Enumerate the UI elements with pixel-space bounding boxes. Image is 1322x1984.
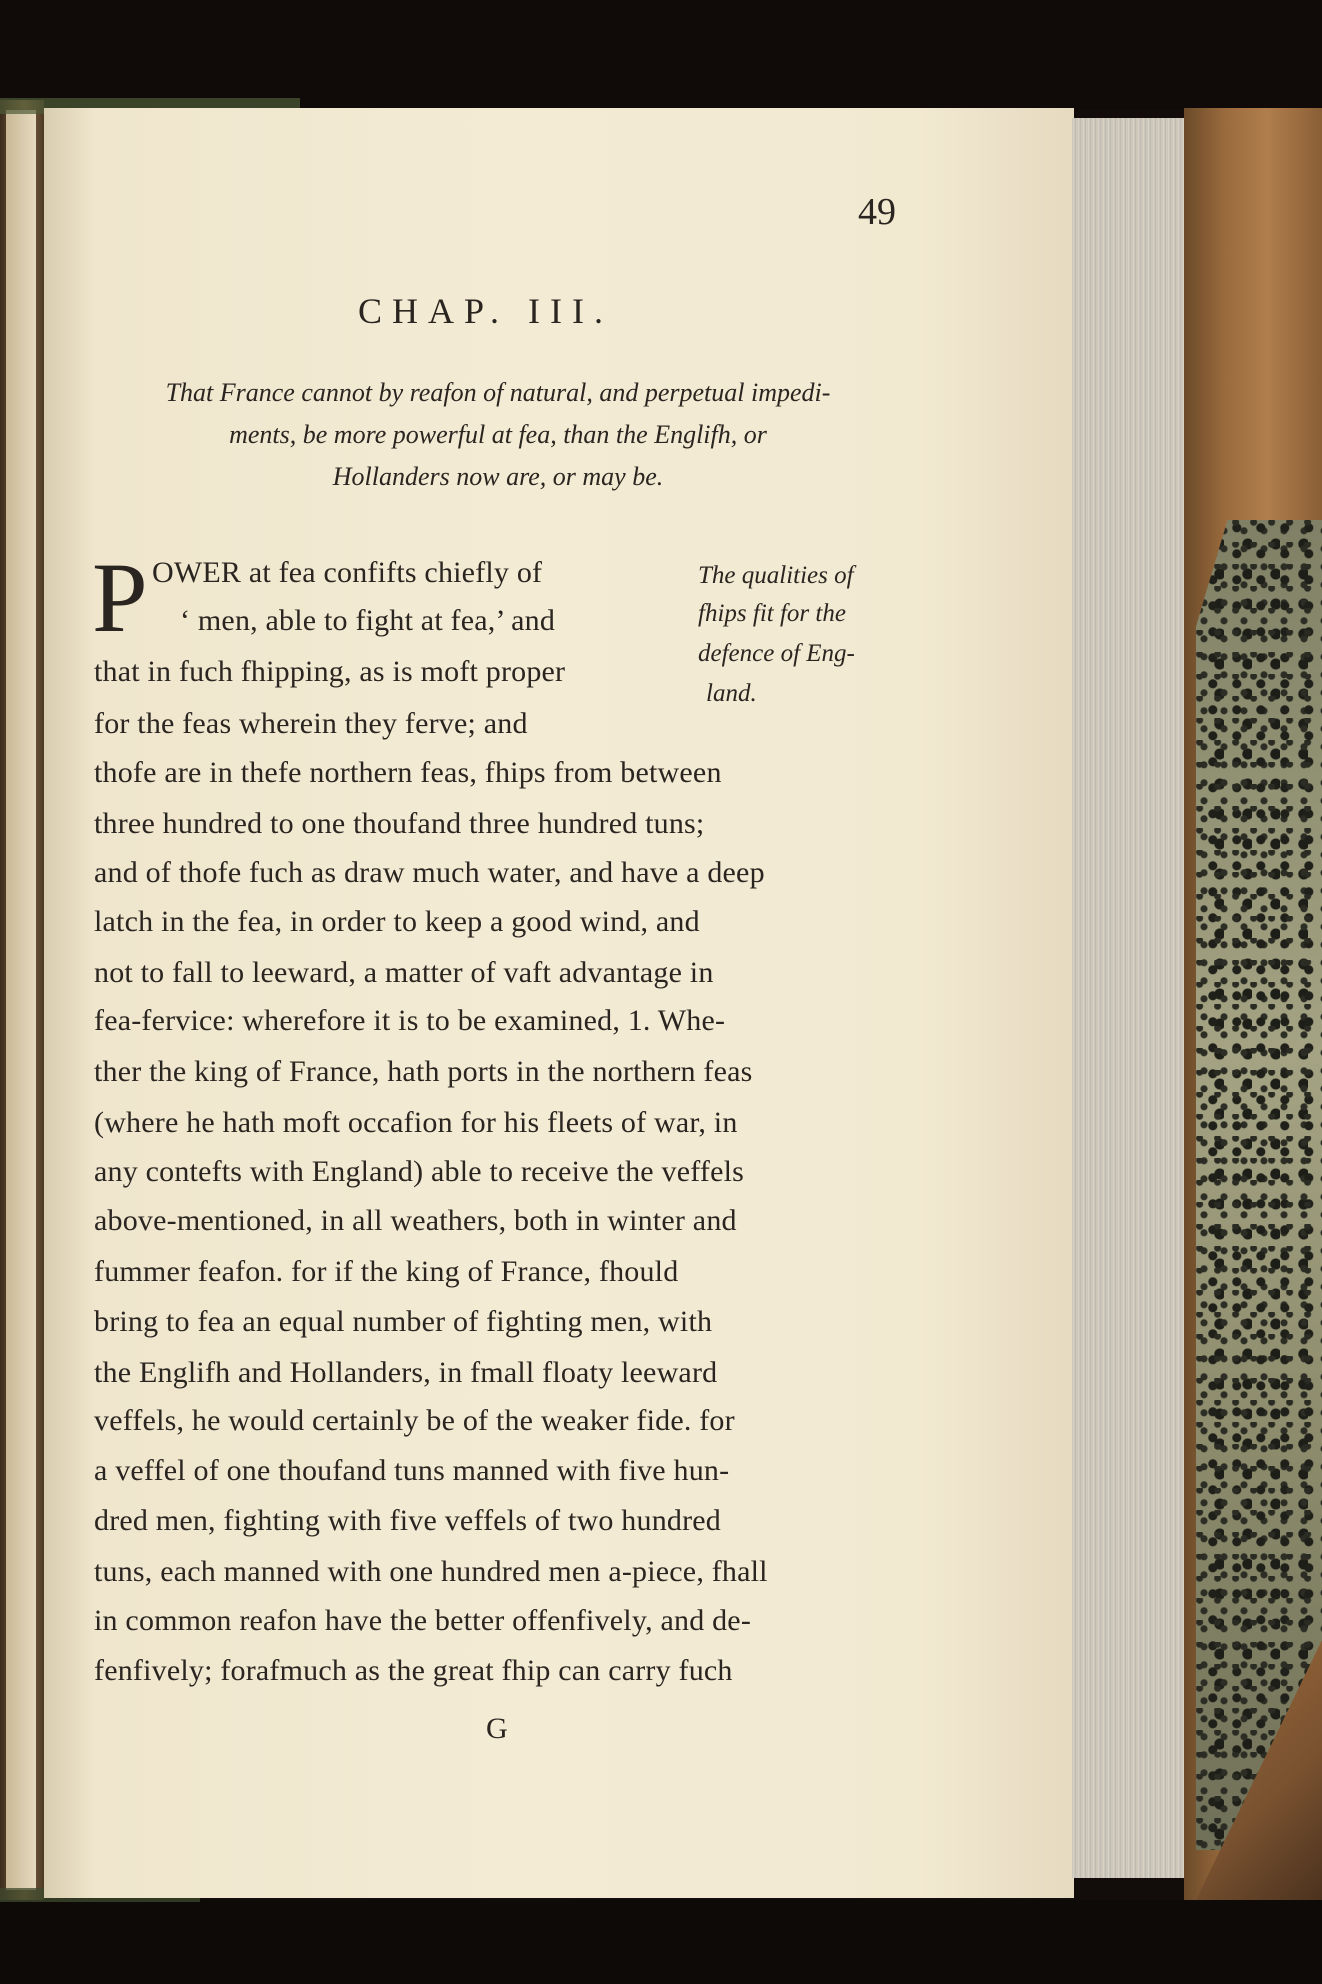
margin-note-line: land.	[706, 680, 757, 707]
body-line: three hundred to one thoufand three hundred tuns;	[94, 807, 705, 840]
dark-background-bottom	[0, 1900, 1322, 1984]
left-page-edge	[6, 110, 36, 1890]
body-line: for the feas wherein they ferve; and	[94, 707, 528, 740]
body-line: ‘ men, able to fight at fea,’ and	[180, 604, 556, 637]
body-line: not to fall to leeward, a matter of vaft advantage in	[94, 956, 714, 989]
chapter-subtitle-line: That France cannot by reafon of natural, and perpetual impedi-	[165, 378, 831, 407]
body-line: any contefts with England) able to receive the veffels	[94, 1155, 744, 1188]
body-line: fummer feafon. for if the king of France, fhould	[94, 1255, 679, 1288]
body-line: a veffel of one thoufand tuns manned with five hun-	[94, 1454, 730, 1487]
body-line: latch in the fea, in order to keep a good wind, and	[94, 905, 700, 938]
body-line: dred men, fighting with five veffels of two hundred	[94, 1504, 722, 1537]
body-line: OWER at fea confifts chiefly of	[152, 556, 543, 589]
margin-note-line: defence of Eng-	[698, 640, 855, 667]
drop-cap: P	[92, 542, 148, 653]
body-line: tuns, each manned with one hundred men a-piece, fhall	[94, 1555, 768, 1588]
body-line: in common reafon have the better offenfively, and de-	[94, 1604, 752, 1637]
chapter-title: CHAP. III.	[358, 291, 614, 331]
body-line: that in fuch fhipping, as is moft proper	[94, 655, 566, 688]
body-line: thofe are in thefe northern feas, fhips from between	[94, 756, 722, 789]
body-line: fenfively; forafmuch as the great fhip can carry fuch	[94, 1654, 733, 1687]
body-line: (where he hath moft occafion for his fleets of war, in	[94, 1106, 738, 1139]
body-line: ther the king of France, hath ports in the northern feas	[94, 1055, 753, 1088]
body-line: bring to fea an equal number of fighting men, with	[94, 1305, 713, 1338]
margin-note-line: The qualities of	[698, 562, 854, 589]
body-line: and of thofe fuch as draw much water, and have a deep	[94, 856, 765, 889]
body-line: veffels, he would certainly be of the weaker fide. for	[94, 1404, 735, 1437]
dark-background-top	[0, 0, 1322, 110]
body-line: fea-fervice: wherefore it is to be examined, 1. Whe-	[94, 1004, 726, 1037]
body-line: above-mentioned, in all weathers, both in winter and	[94, 1204, 737, 1237]
chapter-subtitle-line: ments, be more powerful at fea, than the Englifh, or	[229, 420, 767, 449]
marbled-board	[1196, 520, 1322, 1850]
catchword: G	[486, 1712, 508, 1745]
chapter-subtitle-line: Hollanders now are, or may be.	[332, 462, 664, 491]
body-line: the Englifh and Hollanders, in fmall floaty leeward	[94, 1356, 718, 1389]
page-fore-edge	[1072, 118, 1184, 1878]
margin-note-line: fhips fit for the	[698, 600, 846, 627]
page-number: 49	[858, 191, 896, 233]
